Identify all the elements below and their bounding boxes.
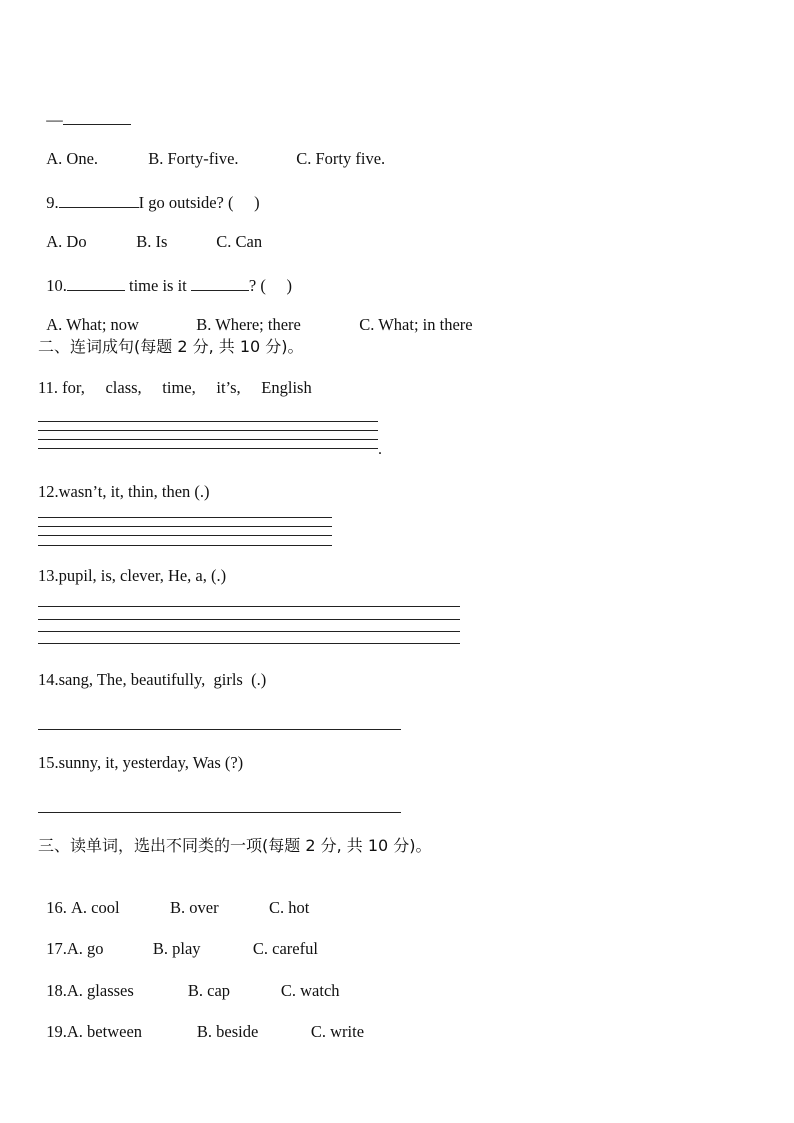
option-c: C. Forty five.: [296, 149, 386, 168]
answer-blank[interactable]: [59, 191, 139, 208]
question-16: [38, 878, 309, 918]
option-b: B. over: [170, 898, 219, 917]
answer-line[interactable]: [38, 619, 460, 620]
question-number: 17.: [46, 939, 67, 958]
answer-line[interactable]: [38, 430, 378, 431]
option-b: B. cap: [187, 981, 231, 1000]
option-c: C. hot: [269, 898, 310, 917]
answer-line[interactable]: [38, 448, 378, 449]
option-a: A. Do: [46, 232, 87, 251]
option-b: B. Is: [136, 232, 168, 251]
question-number: 18.: [46, 981, 67, 1000]
option-b: B. Forty-five.: [148, 149, 239, 168]
option-a: A. What; now: [46, 315, 139, 334]
answer-line[interactable]: [38, 526, 332, 527]
q9-options: [38, 212, 262, 252]
option-b: B. Where; there: [196, 315, 301, 334]
option-a: A. go: [66, 939, 104, 958]
question-11: 11. for, class, time, it’s, English: [38, 378, 312, 397]
question-13: 13.pupil, is, clever, He, a, (.): [38, 566, 227, 585]
answer-line[interactable]: [38, 631, 460, 632]
option-c: C. watch: [280, 981, 340, 1000]
answer-blank[interactable]: [63, 108, 131, 125]
option-a: A. cool: [71, 898, 120, 917]
question-15: 15.sunny, it, yesterday, Was (?): [38, 753, 244, 772]
option-a: A. between: [66, 1022, 143, 1041]
answer-blank[interactable]: [67, 274, 125, 291]
section-3-title: 三、读单词，选出不同类的一项(每题 2 分, 共 10 分)。: [38, 836, 432, 855]
question-end: ? ( ): [248, 276, 292, 295]
option-c: C. careful: [252, 939, 318, 958]
question-number: 19.: [46, 1022, 67, 1041]
dash: —: [46, 110, 63, 129]
answer-line[interactable]: [38, 439, 378, 440]
question-18: [38, 961, 340, 1001]
answer-blank[interactable]: [191, 274, 249, 291]
option-a: A. One.: [46, 149, 99, 168]
answer-line[interactable]: [38, 517, 332, 518]
question-12: 12.wasn’t, it, thin, then (.): [38, 482, 210, 501]
answer-line[interactable]: [38, 643, 460, 644]
q10-options: [38, 295, 473, 335]
question-17: [38, 919, 318, 959]
option-c: C. write: [310, 1022, 365, 1041]
answer-line[interactable]: [38, 812, 401, 813]
question-14: 14.sang, The, beautifully, girls (.): [38, 670, 267, 689]
answer-line[interactable]: [38, 729, 401, 730]
question-text: time is it: [124, 276, 191, 295]
q8-answer-line: [38, 88, 131, 130]
question-number: 16.: [46, 898, 67, 917]
answer-line[interactable]: [38, 545, 332, 546]
option-c: C. Can: [216, 232, 263, 251]
answer-line[interactable]: [38, 421, 378, 422]
question-9: [38, 171, 260, 213]
option-c: C. What; in there: [359, 315, 473, 334]
question-10: [38, 254, 292, 296]
question-number: 9.: [46, 193, 59, 212]
question-19: [38, 1002, 364, 1042]
answer-line[interactable]: [38, 535, 332, 536]
option-b: B. play: [152, 939, 201, 958]
option-a: A. glasses: [66, 981, 134, 1000]
section-2-title: 二、连词成句(每题 2 分, 共 10 分)。: [38, 337, 304, 356]
q8-options: [38, 129, 385, 169]
period-mark: .: [378, 441, 382, 458]
option-b: B. beside: [196, 1022, 259, 1041]
question-text: I go outside? ( ): [138, 193, 260, 212]
question-number: 10.: [46, 276, 67, 295]
answer-line[interactable]: [38, 606, 460, 607]
